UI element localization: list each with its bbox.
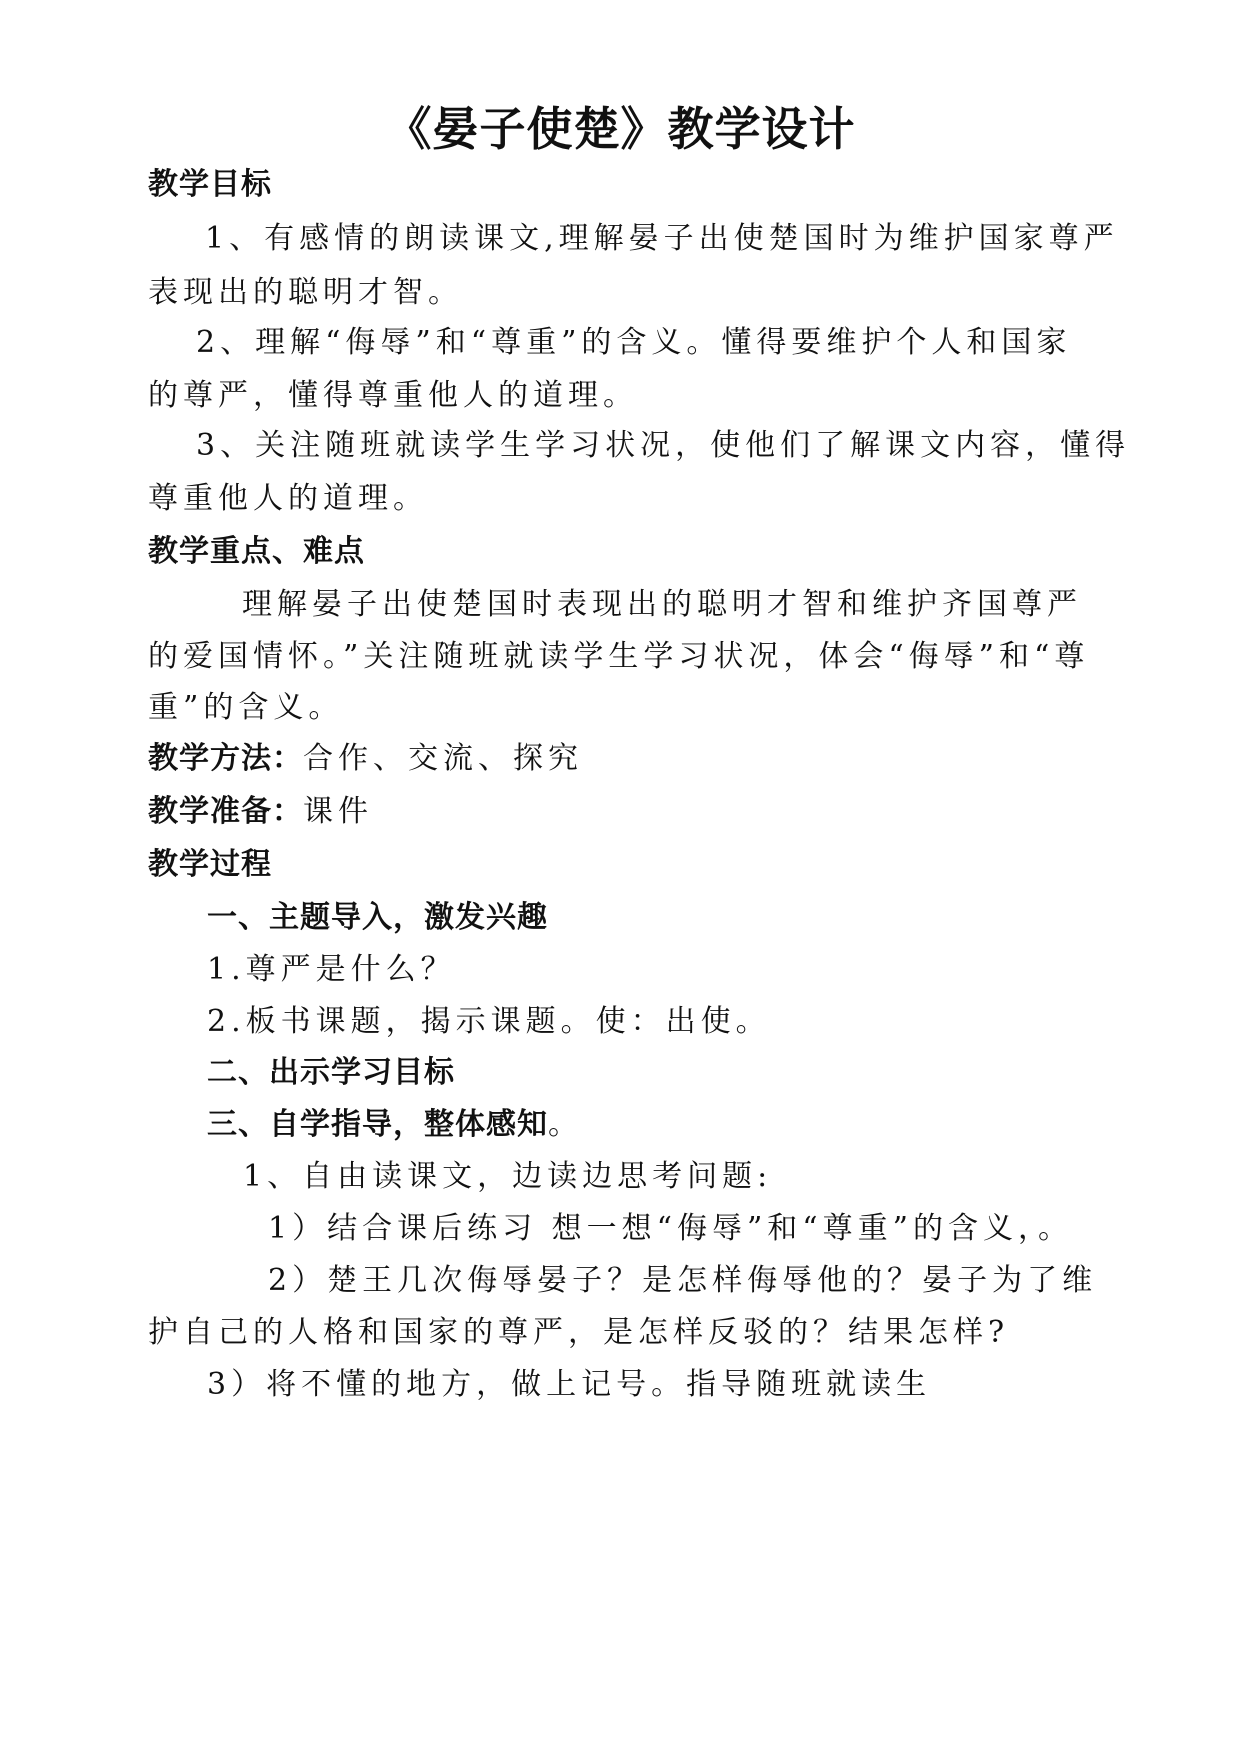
section-1-item-1: 1.尊严是什么？ [207, 952, 456, 987]
key-points-heading: 教学重点、难点 [148, 534, 365, 569]
process-heading: 教学过程 [148, 847, 272, 882]
question-1: 1）结合课后练习 想一想“侮辱”和“尊重”的含义，。 [268, 1211, 1073, 1246]
section-2-heading: 二、出示学习目标 [207, 1055, 455, 1090]
objective-3-line-1: 3、关注随班就读学生学习状况，使他们了解课文内容，懂得 [196, 428, 1131, 463]
teaching-method [148, 741, 583, 776]
section-3-heading-period: 。 [548, 1107, 582, 1142]
key-points-line-1: 理解晏子出使楚国时表现出的聪明才智和维护齐国尊严 [242, 587, 1082, 622]
section-3-heading-text: 三、自学指导，整体感知 [207, 1107, 548, 1142]
objective-2-line-1: 2、理解“侮辱”和“尊重”的含义。懂得要维护个人和国家 [196, 325, 1072, 360]
teaching-preparation-value: 课件 [303, 794, 373, 829]
objectives-heading: 教学目标 [148, 167, 272, 202]
teaching-preparation-label: 教学准备： [148, 794, 303, 829]
teaching-method-value: 合作、交流、探究 [303, 741, 583, 776]
objective-3-line-2: 尊重他人的道理。 [148, 481, 428, 516]
section-3-step-1: 1、自由读课文，边读边思考问题: [243, 1159, 773, 1194]
key-points-line-2: 的爱国情怀。”关注随班就读学生学习状况，体会“侮辱”和“尊 [148, 639, 1090, 674]
section-1-item-2: 2.板书课题，揭示课题。使：出使。 [207, 1004, 771, 1039]
teaching-method-label: 教学方法： [148, 741, 303, 776]
section-3-heading [207, 1107, 582, 1142]
question-3: 3）将不懂的地方，做上记号。指导随班就读生 [207, 1367, 932, 1402]
question-2-line-2: 护自己的人格和国家的尊严，是怎样反驳的？结果怎样? [148, 1315, 1010, 1350]
objective-1-line-1: 1、有感情的朗读课文,理解晏子出使楚国时为维护国家尊严 [205, 221, 1119, 256]
objective-1-line-2: 表现出的聪明才智。 [148, 275, 463, 310]
objective-2-line-2: 的尊严，懂得尊重他人的道理。 [148, 378, 638, 413]
page-title: 《晏子使楚》教学设计 [385, 102, 856, 156]
question-2-line-1: 2）楚王几次侮辱晏子？是怎样侮辱他的？晏子为了维 [268, 1263, 1098, 1298]
section-1-heading: 一、主题导入，激发兴趣 [207, 900, 548, 935]
key-points-line-3: 重”的含义。 [148, 690, 344, 725]
teaching-preparation [148, 794, 373, 829]
